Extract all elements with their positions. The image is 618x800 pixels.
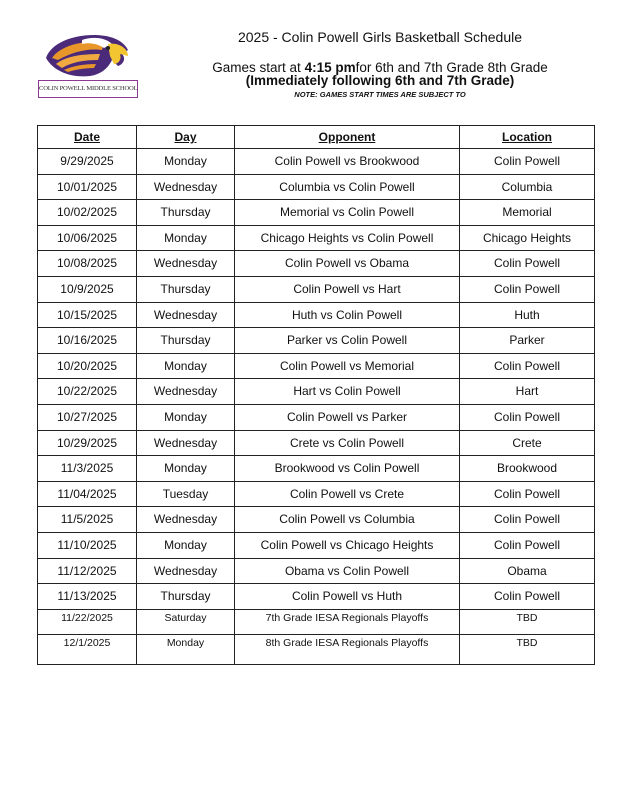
cell-opponent: Brookwood vs Colin Powell (235, 456, 460, 482)
cell-day: Thursday (137, 276, 235, 302)
cell-day: Saturday (137, 609, 235, 635)
table-row (38, 507, 595, 533)
cell-location: Columbia (460, 174, 595, 200)
cell-day: Monday (137, 635, 235, 665)
header-date: Date (38, 126, 137, 149)
cell-location: Colin Powell (460, 584, 595, 610)
cell-day: Wednesday (137, 507, 235, 533)
cell-opponent: Parker vs Colin Powell (235, 328, 460, 354)
table-row (38, 174, 595, 200)
cell-date: 11/12/2025 (38, 558, 137, 584)
cell-date: 11/5/2025 (38, 507, 137, 533)
cell-location: Colin Powell (460, 276, 595, 302)
schedule-table (37, 125, 595, 665)
cell-date: 11/10/2025 (38, 532, 137, 558)
school-name-label: COLIN POWELL MIDDLE SCHOOL (38, 80, 138, 98)
table-row (38, 532, 595, 558)
table-row (38, 251, 595, 277)
cell-day: Wednesday (137, 302, 235, 328)
table-row (38, 276, 595, 302)
cell-opponent: Crete vs Colin Powell (235, 430, 460, 456)
cell-location: Huth (460, 302, 595, 328)
cell-location: Colin Powell (460, 532, 595, 558)
cell-date: 10/9/2025 (38, 276, 137, 302)
cell-location: Colin Powell (460, 507, 595, 533)
cell-location: Parker (460, 328, 595, 354)
cell-location: TBD (460, 609, 595, 635)
cell-day: Wednesday (137, 251, 235, 277)
cell-opponent: 8th Grade IESA Regionals Playoffs (235, 635, 460, 665)
cell-opponent: Chicago Heights vs Colin Powell (235, 225, 460, 251)
cell-opponent: Huth vs Colin Powell (235, 302, 460, 328)
cell-opponent: Memorial vs Colin Powell (235, 200, 460, 226)
table-row (38, 481, 595, 507)
cell-opponent: Columbia vs Colin Powell (235, 174, 460, 200)
cell-location: Hart (460, 379, 595, 405)
table-row (38, 225, 595, 251)
cell-day: Thursday (137, 328, 235, 354)
page-title: 2025 - Colin Powell Girls Basketball Schedule (237, 29, 523, 45)
cell-date: 12/1/2025 (38, 635, 137, 665)
table-row (38, 609, 595, 635)
cell-date: 11/04/2025 (38, 481, 137, 507)
cell-date: 10/01/2025 (38, 174, 137, 200)
cell-date: 11/13/2025 (38, 584, 137, 610)
cell-opponent: Colin Powell vs Chicago Heights (235, 532, 460, 558)
cell-day: Wednesday (137, 558, 235, 584)
cell-location: Brookwood (460, 456, 595, 482)
cell-opponent: 7th Grade IESA Regionals Playoffs (235, 609, 460, 635)
cell-opponent: Hart vs Colin Powell (235, 379, 460, 405)
cell-day: Monday (137, 149, 235, 175)
cell-location: Colin Powell (460, 404, 595, 430)
cell-day: Tuesday (137, 481, 235, 507)
cell-date: 10/06/2025 (38, 225, 137, 251)
cell-date: 11/3/2025 (38, 456, 137, 482)
cell-date: 10/27/2025 (38, 404, 137, 430)
cell-date: 10/08/2025 (38, 251, 137, 277)
cell-date: 10/16/2025 (38, 328, 137, 354)
table-row (38, 558, 595, 584)
table-row (38, 635, 595, 665)
cell-date: 9/29/2025 (38, 149, 137, 175)
cell-opponent: Colin Powell vs Columbia (235, 507, 460, 533)
table-row (38, 328, 595, 354)
cell-day: Wednesday (137, 379, 235, 405)
school-logo (38, 30, 138, 102)
eagle-mascot-icon (42, 30, 134, 80)
cell-day: Monday (137, 225, 235, 251)
header-location: Location (460, 126, 595, 149)
cell-day: Monday (137, 456, 235, 482)
cell-date: 10/20/2025 (38, 353, 137, 379)
cell-opponent: Obama vs Colin Powell (235, 558, 460, 584)
table-row (38, 353, 595, 379)
table-header-row (38, 126, 595, 149)
cell-date: 10/15/2025 (38, 302, 137, 328)
cell-opponent: Colin Powell vs Memorial (235, 353, 460, 379)
cell-opponent: Colin Powell vs Huth (235, 584, 460, 610)
cell-date: 10/29/2025 (38, 430, 137, 456)
cell-opponent: Colin Powell vs Brookwood (235, 149, 460, 175)
cell-date: 11/22/2025 (38, 609, 137, 635)
cell-day: Wednesday (137, 174, 235, 200)
table-row (38, 430, 595, 456)
cell-location: Chicago Heights (460, 225, 595, 251)
cell-opponent: Colin Powell vs Crete (235, 481, 460, 507)
cell-location: Colin Powell (460, 481, 595, 507)
table-row (38, 302, 595, 328)
cell-day: Wednesday (137, 430, 235, 456)
cell-location: Obama (460, 558, 595, 584)
start-suffix: for 6th and 7th Grade 8th Grade (355, 60, 548, 75)
cell-location: Memorial (460, 200, 595, 226)
cell-day: Thursday (137, 584, 235, 610)
cell-day: Monday (137, 532, 235, 558)
following-note: (Immediately following 6th and 7th Grade) (245, 73, 515, 88)
table-row (38, 456, 595, 482)
cell-opponent: Colin Powell vs Parker (235, 404, 460, 430)
cell-opponent: Colin Powell vs Obama (235, 251, 460, 277)
start-time: 4:15 pm (304, 60, 356, 75)
cell-date: 10/02/2025 (38, 200, 137, 226)
table-row (38, 149, 595, 175)
cell-location: Colin Powell (460, 353, 595, 379)
cell-day: Thursday (137, 200, 235, 226)
disclaimer-note: NOTE: GAMES START TIMES ARE SUBJECT TO (294, 90, 466, 99)
cell-location: Colin Powell (460, 149, 595, 175)
cell-opponent: Colin Powell vs Hart (235, 276, 460, 302)
table-row (38, 379, 595, 405)
cell-location: Crete (460, 430, 595, 456)
header-opponent: Opponent (235, 126, 460, 149)
table-row (38, 584, 595, 610)
table-row (38, 200, 595, 226)
cell-day: Monday (137, 404, 235, 430)
start-prefix: Games start at (212, 60, 305, 75)
table-row (38, 404, 595, 430)
cell-location: Colin Powell (460, 251, 595, 277)
cell-day: Monday (137, 353, 235, 379)
cell-location: TBD (460, 635, 595, 665)
cell-date: 10/22/2025 (38, 379, 137, 405)
header-day: Day (137, 126, 235, 149)
